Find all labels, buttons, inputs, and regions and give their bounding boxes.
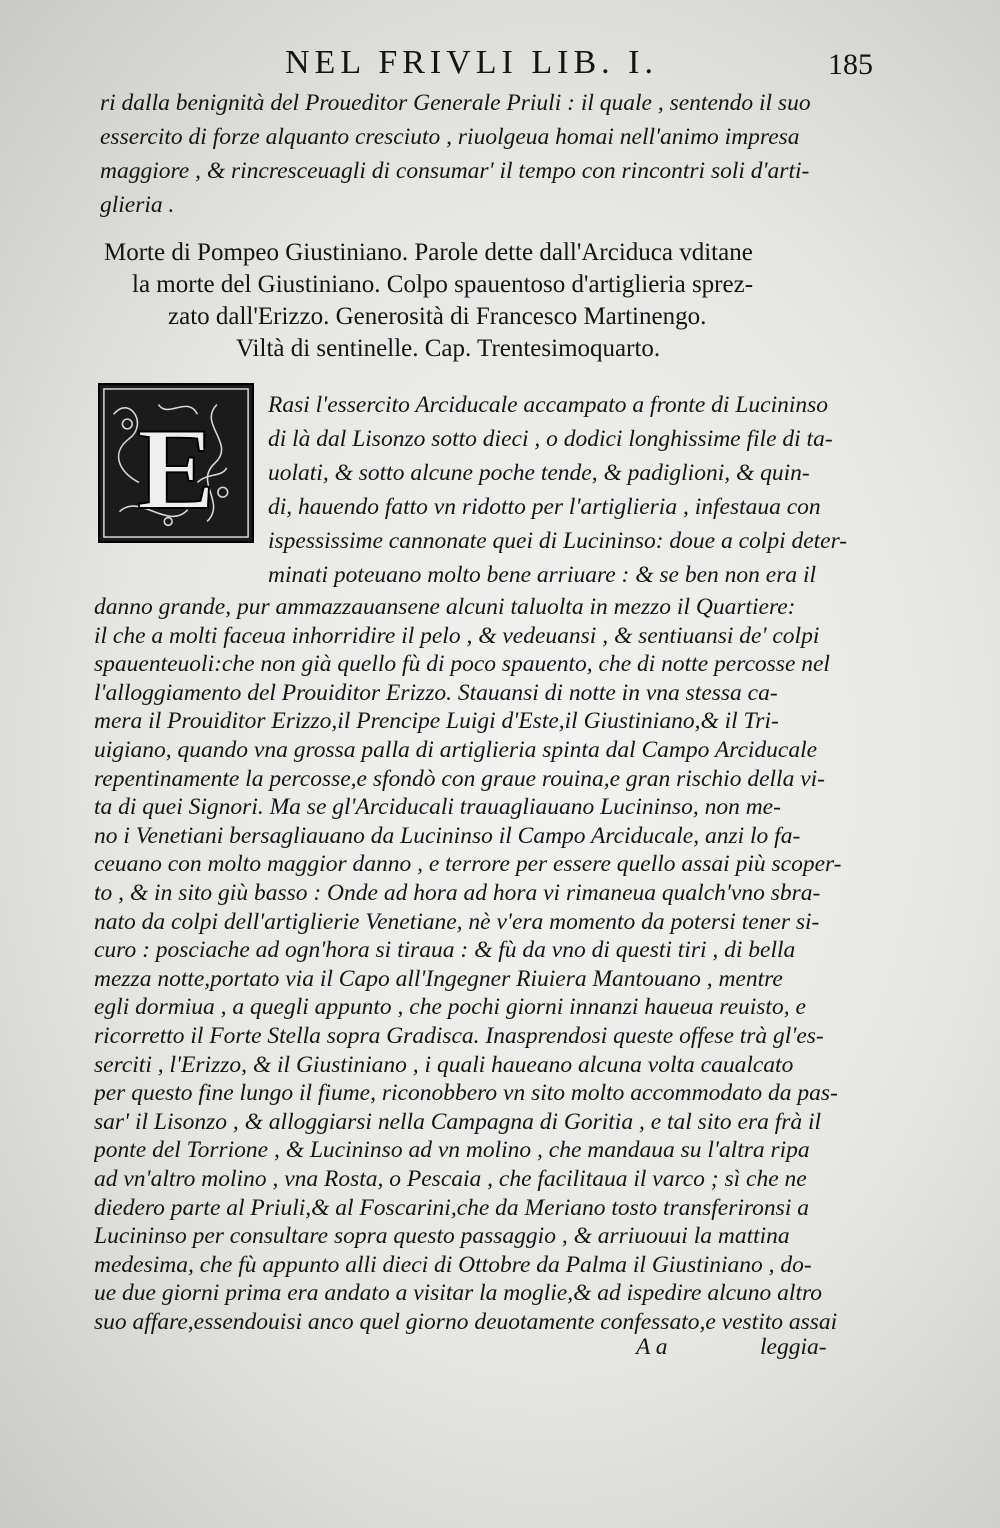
body-line: uolati, & sotto alcune poche tende, & padiglioni, & quin- (268, 460, 810, 486)
body-line: ceuano con molto maggior danno , e terrore per essere quello assai più scoper- (94, 851, 842, 878)
intro-line: glieria . (100, 192, 175, 218)
body-line: medesima, che fù appunto alli dieci di Ottobre da Palma il Giustiniano , do- (94, 1251, 812, 1278)
body-line: to , & in sito giù basso : Onde ad hora ad hora vi rimaneua qualch'vno sbra- (94, 880, 821, 906)
body-line: uigiano, quando vna grossa palla di artiglieria spinta dal Campo Arciducale (94, 737, 818, 763)
body-line: suo affare,essendouisi anco quel giorno deuotamente confessato,e vestito assai (94, 1309, 838, 1335)
chapter-heading-line: zato dall'Erizzo. Generosità di Francesco Martinengo. (168, 303, 707, 330)
body-line: minati poteuano molto bene arriuare : & se ben non era il (268, 562, 817, 588)
body-line: curo : posciache ad ogn'hora si tiraua : & fù da vno di questi tiri , di bella (94, 937, 796, 964)
body-line: per questo fine lungo il fiume, riconobbero vn sito molto accommodato da pas- (94, 1080, 838, 1107)
catchword: leggia- (760, 1334, 827, 1360)
body-line: egli dormiua , a quegli appunto , che pochi giorni innanzi haueua reuisto, e (94, 994, 806, 1021)
intro-line: maggiore , & rincresceuagli di consumar' il tempo con rincontri soli d'arti- (100, 158, 810, 184)
page-number: 185 (828, 48, 873, 81)
chapter-heading-line: Viltà di sentinelle. Cap. Trentesimoquarto. (236, 335, 661, 362)
body-line: ispessissime cannonate quei di Lucininso: doue a colpi deter- (268, 528, 848, 554)
body-line: no i Venetiani bersagliauano da Lucininso il Campo Arciducale, anzi lo fa- (94, 822, 801, 849)
body-line: di, hauendo fatto vn ridotto per l'artiglieria , infestaua con (268, 494, 821, 520)
chapter-heading-line: Morte di Pompeo Giustiniano. Parole dette dall'Arciduca vditane (104, 239, 753, 266)
body-line: sar' il Lisonzo , & alloggiarsi nella Campagna di Goritia , e tal sito era frà il (94, 1108, 822, 1135)
initial-glyph: E (137, 404, 215, 534)
body-line: spauenteuoli:che non già quello fù di poco spauento, che di notte percosse nel (94, 651, 830, 678)
body-line: Lucininso per consultare sopra questo passaggio , & arriuouui la mattina (94, 1223, 790, 1250)
body-line: ad vn'altro molino , vna Rosta, o Pescaia , che facilitaua il varco ; sì che ne (94, 1166, 807, 1192)
body-line: ue due giorni prima era andato a visitar la moglie,& ad ispedire alcuno altro (94, 1280, 823, 1307)
intro-line: ri dalla benignità del Proueditor Generale Priuli : il quale , sentendo il suo (100, 90, 811, 116)
body-line: ponte del Torrione , & Lucininso ad vn molino , che mandaua su l'altra ripa (94, 1137, 810, 1164)
decorated-initial-letter (98, 383, 254, 543)
body-line: di là dal Lisonzo sotto dieci , o dodici longhissime file di ta- (268, 426, 833, 452)
ornament-icon (100, 385, 252, 541)
page-header (0, 40, 1000, 90)
body-line: ricorretto il Forte Stella sopra Gradisca. Inasprendosi queste offese trà gl'es- (94, 1023, 824, 1049)
body-line: Rasi l'essercito Arciducale accampato a fronte di Lucininso (268, 392, 829, 418)
body-line: danno grande, pur ammazzauansene alcuni taluolta in mezzo il Quartiere: (94, 594, 796, 620)
body-line: ta di quei Signori. Ma se gl'Arciducali trauagliauano Lucininso, non me- (94, 794, 781, 821)
body-line: diedero parte al Priuli,& al Foscarini,che da Meriano tosto transferironsi a (94, 1194, 809, 1221)
chapter-heading-line: la morte del Giustiniano. Colpo spauentoso d'artiglieria sprez- (132, 271, 754, 298)
signature-mark: A a (636, 1334, 668, 1360)
body-line: nato da colpi dell'artiglierie Venetiane, nè v'era momento da potersi tener si- (94, 908, 820, 935)
body-line: mera il Prouiditor Erizzo,il Prencipe Luigi d'Este,il Giustiniano,& il Tri- (94, 708, 779, 735)
body-line: l'alloggiamento del Prouiditor Erizzo. Stauansi di notte in vna stessa ca- (94, 679, 778, 706)
intro-line: essercito di forze alquanto cresciuto , riuolgeua homai nell'animo impresa (100, 124, 800, 150)
running-head: NEL FRIVLI LIB. I. (285, 44, 658, 81)
body-line: repentinamente la percosse,e sfondò con graue rouina,e gran rischio della vi- (94, 765, 825, 792)
body-line: mezza notte,portato via il Capo all'Ingegner Riuiera Mantouano , mentre (94, 965, 783, 992)
body-line: serciti , l'Erizzo, & il Giustiniano , i quali haueano alcuna volta caualcato (94, 1051, 794, 1078)
body-line: il che a molti faceua inhorridire il pelo , & vedeuansi , & sentiuansi de' colpi (94, 622, 820, 649)
